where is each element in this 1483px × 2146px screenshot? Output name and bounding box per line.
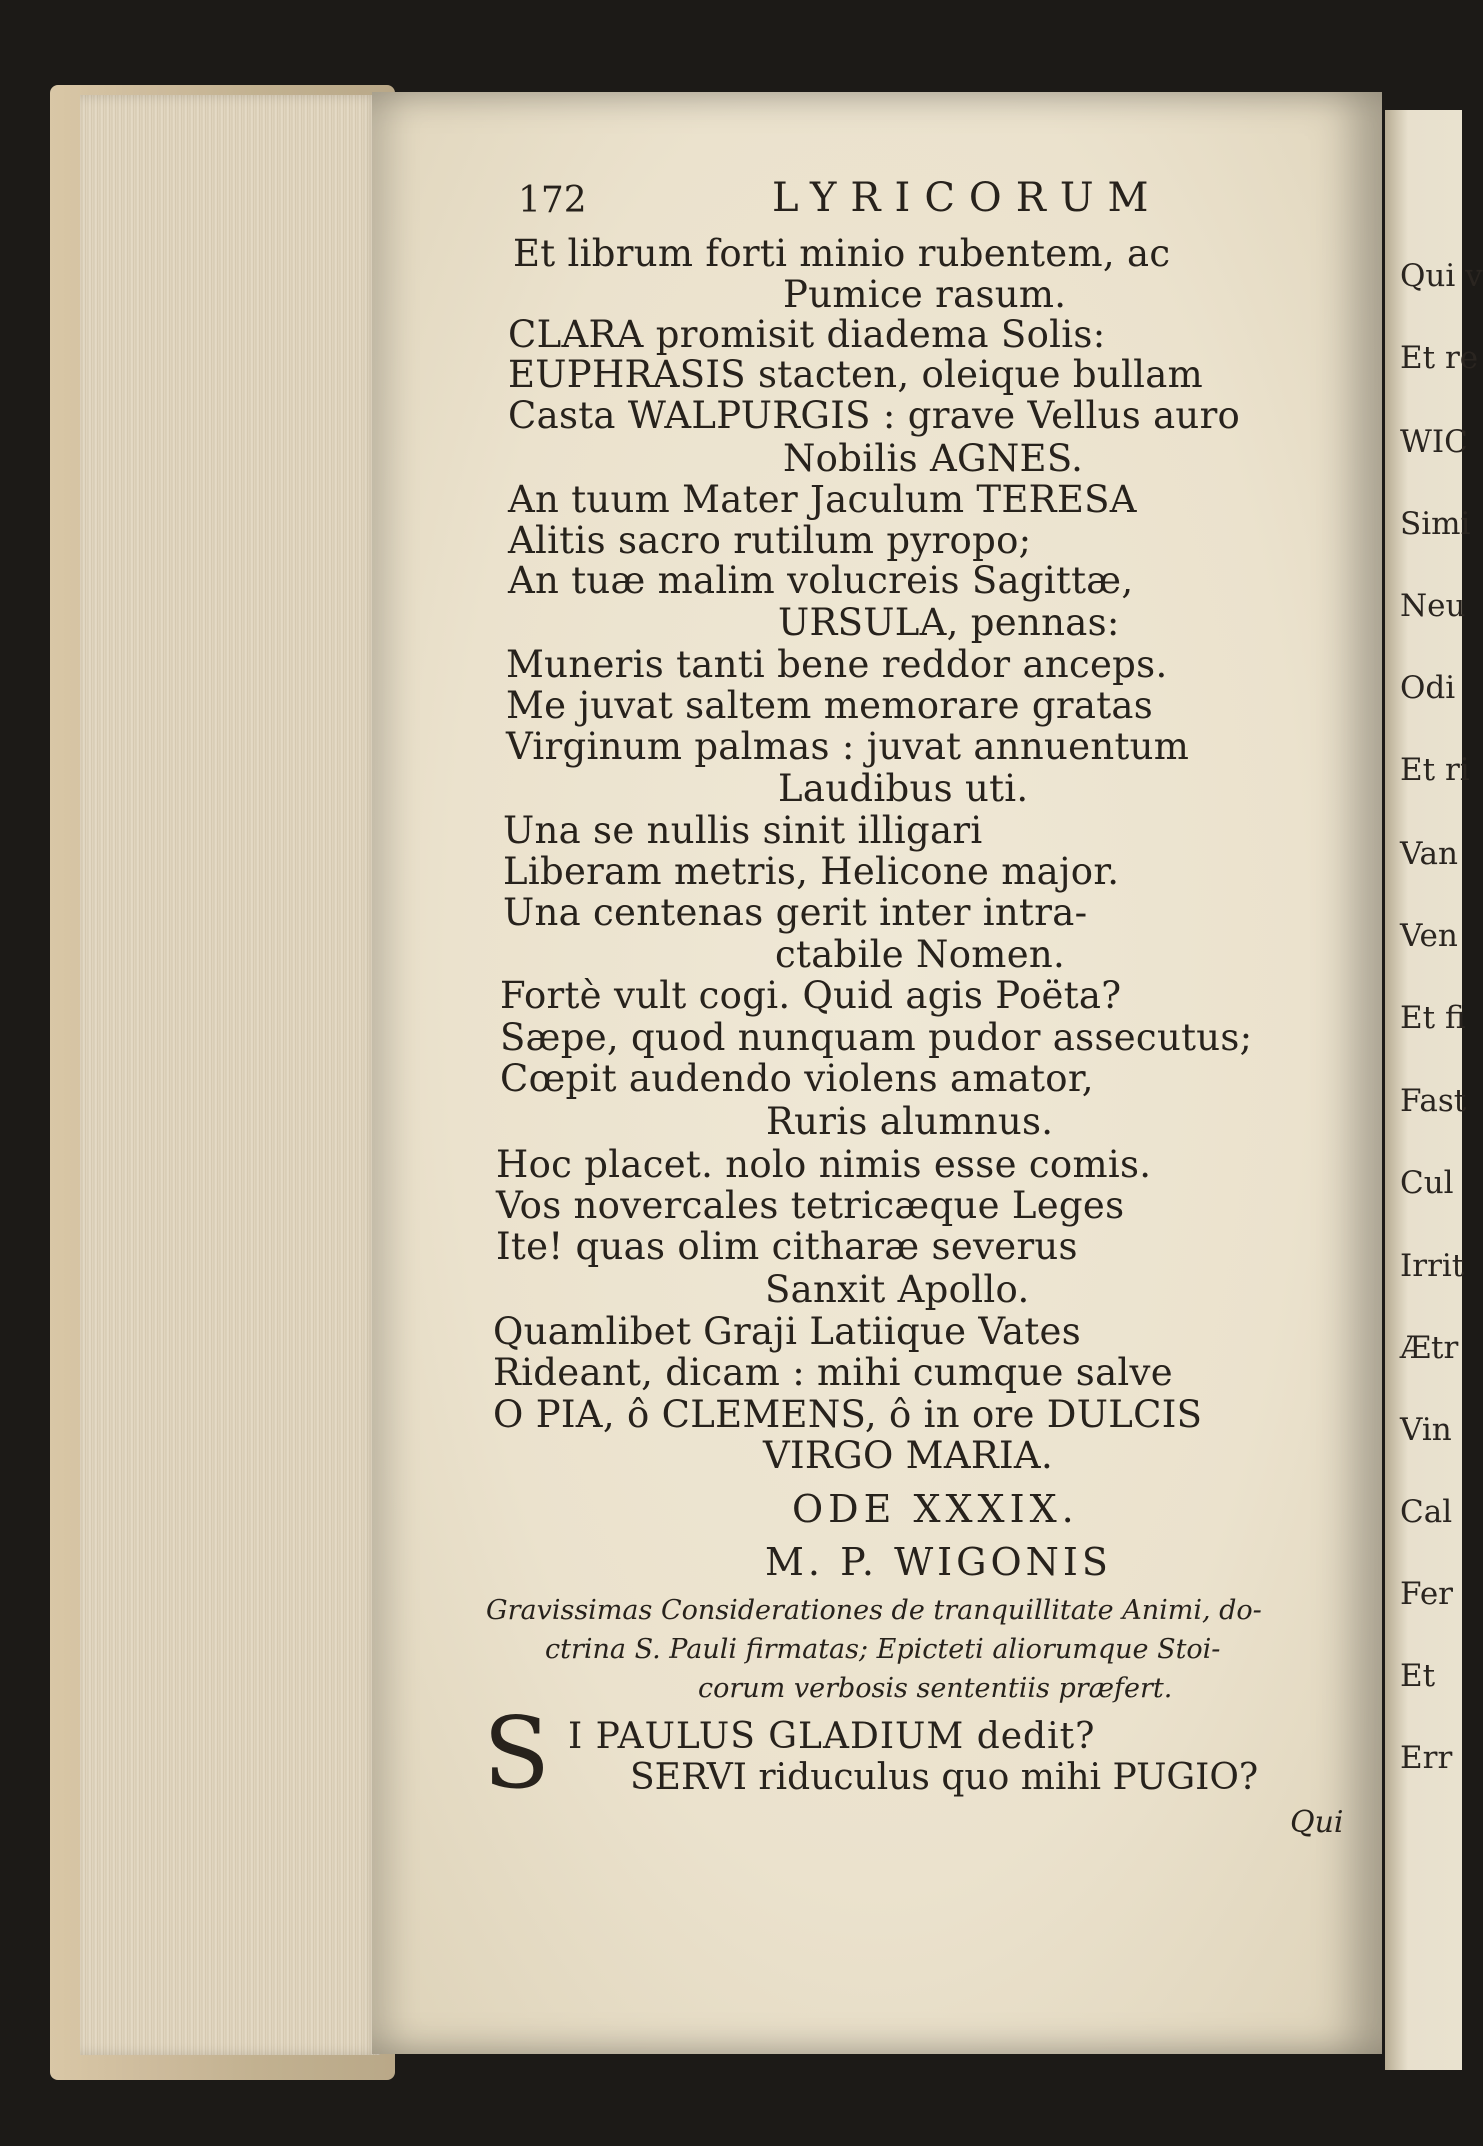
facing-fragment: Van xyxy=(1400,836,1458,872)
poem-line: Laudibus uti. xyxy=(778,767,1029,810)
facing-fragment: Ven xyxy=(1400,918,1458,954)
poem-line: Ruris alumnus. xyxy=(766,1100,1054,1143)
poem-line: EUPHRASIS stacten, oleique bullam xyxy=(508,353,1203,396)
poem-line: Sæpe, quod nunquam pudor assecutus; xyxy=(500,1016,1253,1059)
poem-line: Vos novercales tetricæque Leges xyxy=(496,1184,1125,1227)
poem-line: Hoc placet. nolo nimis esse comis. xyxy=(496,1143,1152,1186)
poem-line: An tuum Mater Jaculum TERESA xyxy=(508,478,1137,521)
ode-argument-line: Gravissimas Considerationes de tranquillitate Animi, do- xyxy=(486,1595,1262,1626)
drop-cap: S xyxy=(483,1697,551,1811)
facing-fragment: Et re xyxy=(1400,340,1479,376)
poem-line: Sanxit Apollo. xyxy=(765,1268,1030,1311)
poem-line: Alitis sacro rutilum pyropo; xyxy=(508,519,1032,562)
poem-line: Ite! quas olim citharæ severus xyxy=(496,1225,1078,1268)
poem-line: Cœpit audendo violens amator, xyxy=(500,1057,1094,1100)
facing-fragment: Et fi xyxy=(1400,1000,1466,1036)
page-edges xyxy=(80,95,380,2055)
poem-line: Pumice rasum. xyxy=(783,273,1067,316)
poem-line: Una se nullis sinit illigari xyxy=(503,809,983,852)
poem-line: URSULA, pennas: xyxy=(778,601,1120,644)
poem-line: Nobilis AGNES. xyxy=(783,437,1084,480)
poem-line: Fortè vult cogi. Quid agis Poëta? xyxy=(500,974,1122,1017)
facing-fragment: Err xyxy=(1400,1740,1453,1776)
ode-argument-line: corum verbosis sententiis præfert. xyxy=(698,1673,1173,1704)
facing-fragment: Cul xyxy=(1400,1165,1454,1201)
poem-line: O PIA, ô CLEMENS, ô in ore DULCIS xyxy=(493,1393,1203,1436)
ode-second-line: SERVI riduculus quo mihi PUGIO? xyxy=(630,1757,1259,1798)
poem-line: VIRGO MARIA. xyxy=(763,1434,1054,1477)
poem-line: Muneris tanti bene reddor anceps. xyxy=(506,643,1168,686)
facing-fragment: Neu xyxy=(1400,588,1466,624)
poem-line: Liberam metris, Helicone major. xyxy=(503,850,1120,893)
facing-fragment: Ætr xyxy=(1400,1330,1459,1366)
facing-fragment: Qui v xyxy=(1400,258,1483,294)
facing-fragment: Simi xyxy=(1400,506,1471,542)
ode-first-line: I PAULUS GLADIUM dedit? xyxy=(568,1716,1096,1757)
facing-fragment: Fer xyxy=(1400,1576,1453,1612)
facing-fragment: Fast xyxy=(1400,1083,1467,1119)
poem-line: Me juvat saltem memorare gratas xyxy=(506,684,1154,727)
poem-line: An tuæ malim volucreis Sagittæ, xyxy=(508,559,1134,602)
facing-fragment: WIC xyxy=(1400,424,1468,460)
poem-line: Quamlibet Graji Latiique Vates xyxy=(493,1310,1082,1353)
poem-line: Una centenas gerit inter intra- xyxy=(503,891,1088,934)
facing-fragment: Et xyxy=(1400,1658,1436,1694)
poem-line: ctabile Nomen. xyxy=(775,933,1066,976)
ode-subtitle: M. P. WIGONIS xyxy=(765,1540,1112,1584)
running-head: LYRICORUM xyxy=(772,175,1163,221)
facing-fragment: Et ri xyxy=(1400,752,1470,788)
poem-line: CLARA promisit diadema Solis: xyxy=(508,313,1106,356)
catchword: Qui xyxy=(1290,1805,1344,1840)
poem-line: Rideant, dicam : mihi cumque salve xyxy=(493,1351,1173,1394)
facing-fragment: Vin xyxy=(1400,1412,1452,1448)
poem-line: Virginum palmas : juvat annuentum xyxy=(506,725,1190,768)
page-number: 172 xyxy=(518,180,587,221)
ode-title: ODE XXXIX. xyxy=(792,1487,1079,1531)
ode-argument-line: ctrina S. Pauli firmatas; Epicteti aliorumque Stoi- xyxy=(545,1634,1221,1665)
facing-fragment: Cal xyxy=(1400,1494,1453,1530)
poem-line: Et librum forti minio rubentem, ac xyxy=(513,232,1171,275)
facing-fragment: Odi xyxy=(1400,670,1456,706)
facing-fragment: Irrit xyxy=(1400,1248,1465,1284)
poem-line: Casta WALPURGIS : grave Vellus auro xyxy=(508,394,1241,437)
